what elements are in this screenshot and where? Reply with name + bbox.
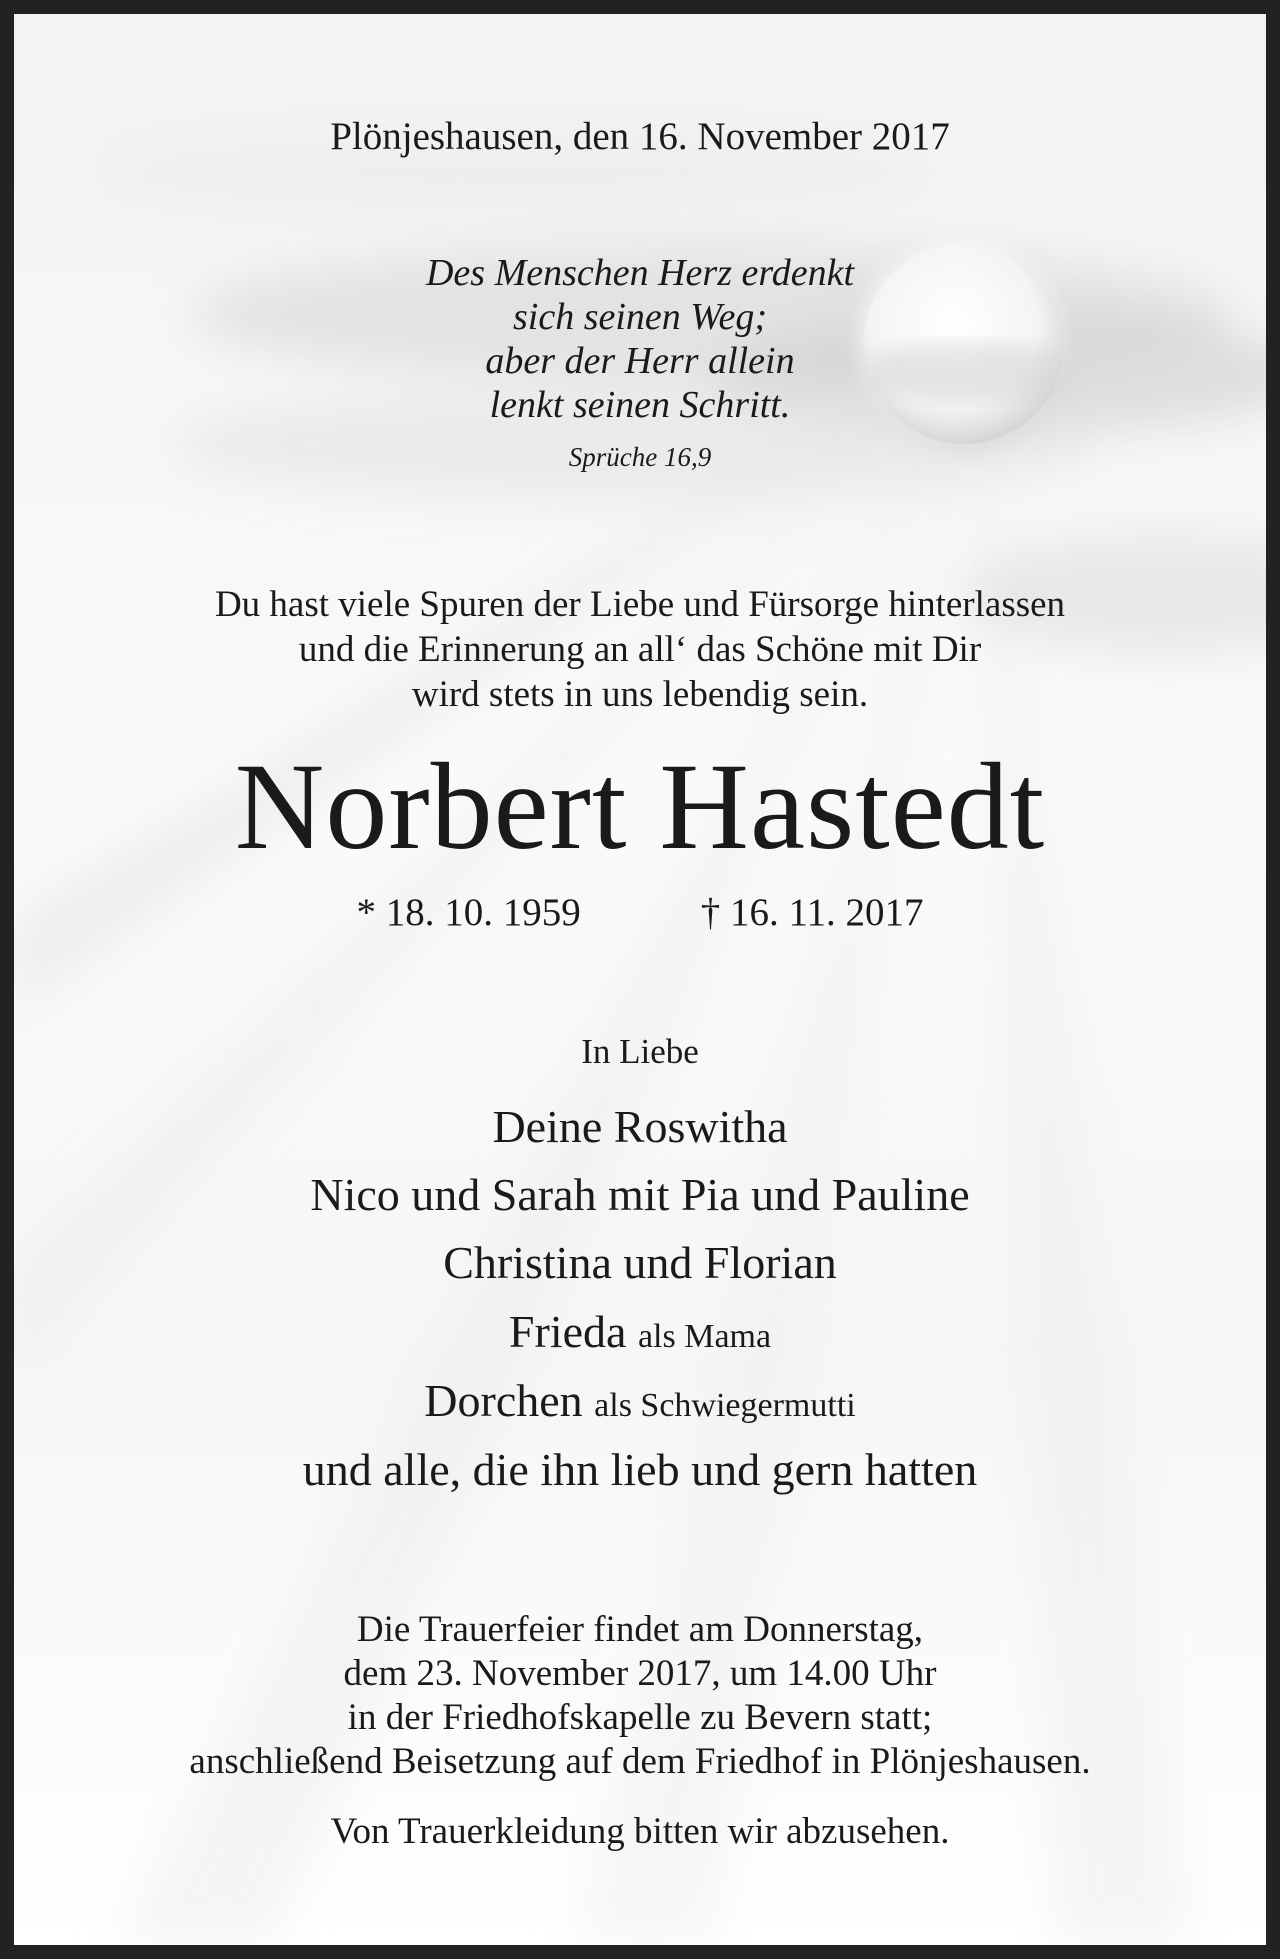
mourner-line-4 — [14, 1305, 1266, 1358]
service-line-2: dem 23. November 2017, um 14.00 Uhr — [343, 1653, 937, 1694]
deceased-name: Norbert Hastedt — [234, 738, 1046, 875]
tribute-line-2: und die Erinnerung an all‘ das Schöne mit Dir — [298, 629, 982, 670]
mourner-line-2 — [14, 1168, 1266, 1221]
mourner-line-1 — [14, 1100, 1266, 1153]
death-date: † 16. 11. 2017 — [700, 891, 924, 934]
mourner-line-6 — [14, 1443, 1266, 1496]
verse-line-2: sich seinen Weg; — [513, 296, 767, 338]
mourner-relation: als Mama — [637, 1318, 772, 1355]
birth-date: * 18. 10. 1959 — [356, 891, 581, 934]
closing-note: Von Trauerkleidung bitten wir abzusehen. — [330, 1811, 950, 1852]
service-line-1: Die Trauerfeier findet am Donnerstag, — [356, 1609, 924, 1650]
mourners-intro: In Liebe — [581, 1032, 699, 1071]
service-line-3: in der Friedhofskapelle zu Bevern statt; — [347, 1697, 933, 1738]
service-line-4: anschließend Beisetzung auf dem Friedhof in Plönjeshausen. — [189, 1741, 1091, 1782]
verse-line-3: aber der Herr allein — [485, 340, 795, 382]
mourner-name: Dorchen — [424, 1375, 583, 1426]
verse-line-4: lenkt seinen Schritt. — [489, 384, 791, 426]
mourner-name: und alle, die ihn lieb und gern hatten — [302, 1444, 978, 1495]
verse-reference: Sprüche 16,9 — [568, 442, 712, 472]
mourner-name: Christina und Florian — [443, 1237, 837, 1288]
mourner-name: Deine Roswitha — [492, 1101, 788, 1152]
tribute-line-1: Du hast viele Spuren der Liebe und Fürsorge hinterlassen — [214, 584, 1066, 625]
life-dates — [14, 890, 1266, 935]
mourner-name: Frieda — [508, 1306, 627, 1357]
verse-line-1: Des Menschen Herz erdenkt — [425, 252, 855, 294]
mourner-line-3 — [14, 1236, 1266, 1289]
mourner-relation: als Schwiegermutti — [594, 1387, 856, 1424]
tribute-line-3: wird stets in uns lebendig sein. — [411, 674, 869, 715]
mourner-name: Nico und Sarah mit Pia und Pauline — [310, 1169, 970, 1220]
place-date: Plönjeshausen, den 16. November 2017 — [330, 115, 950, 158]
mourner-line-5 — [14, 1374, 1266, 1427]
